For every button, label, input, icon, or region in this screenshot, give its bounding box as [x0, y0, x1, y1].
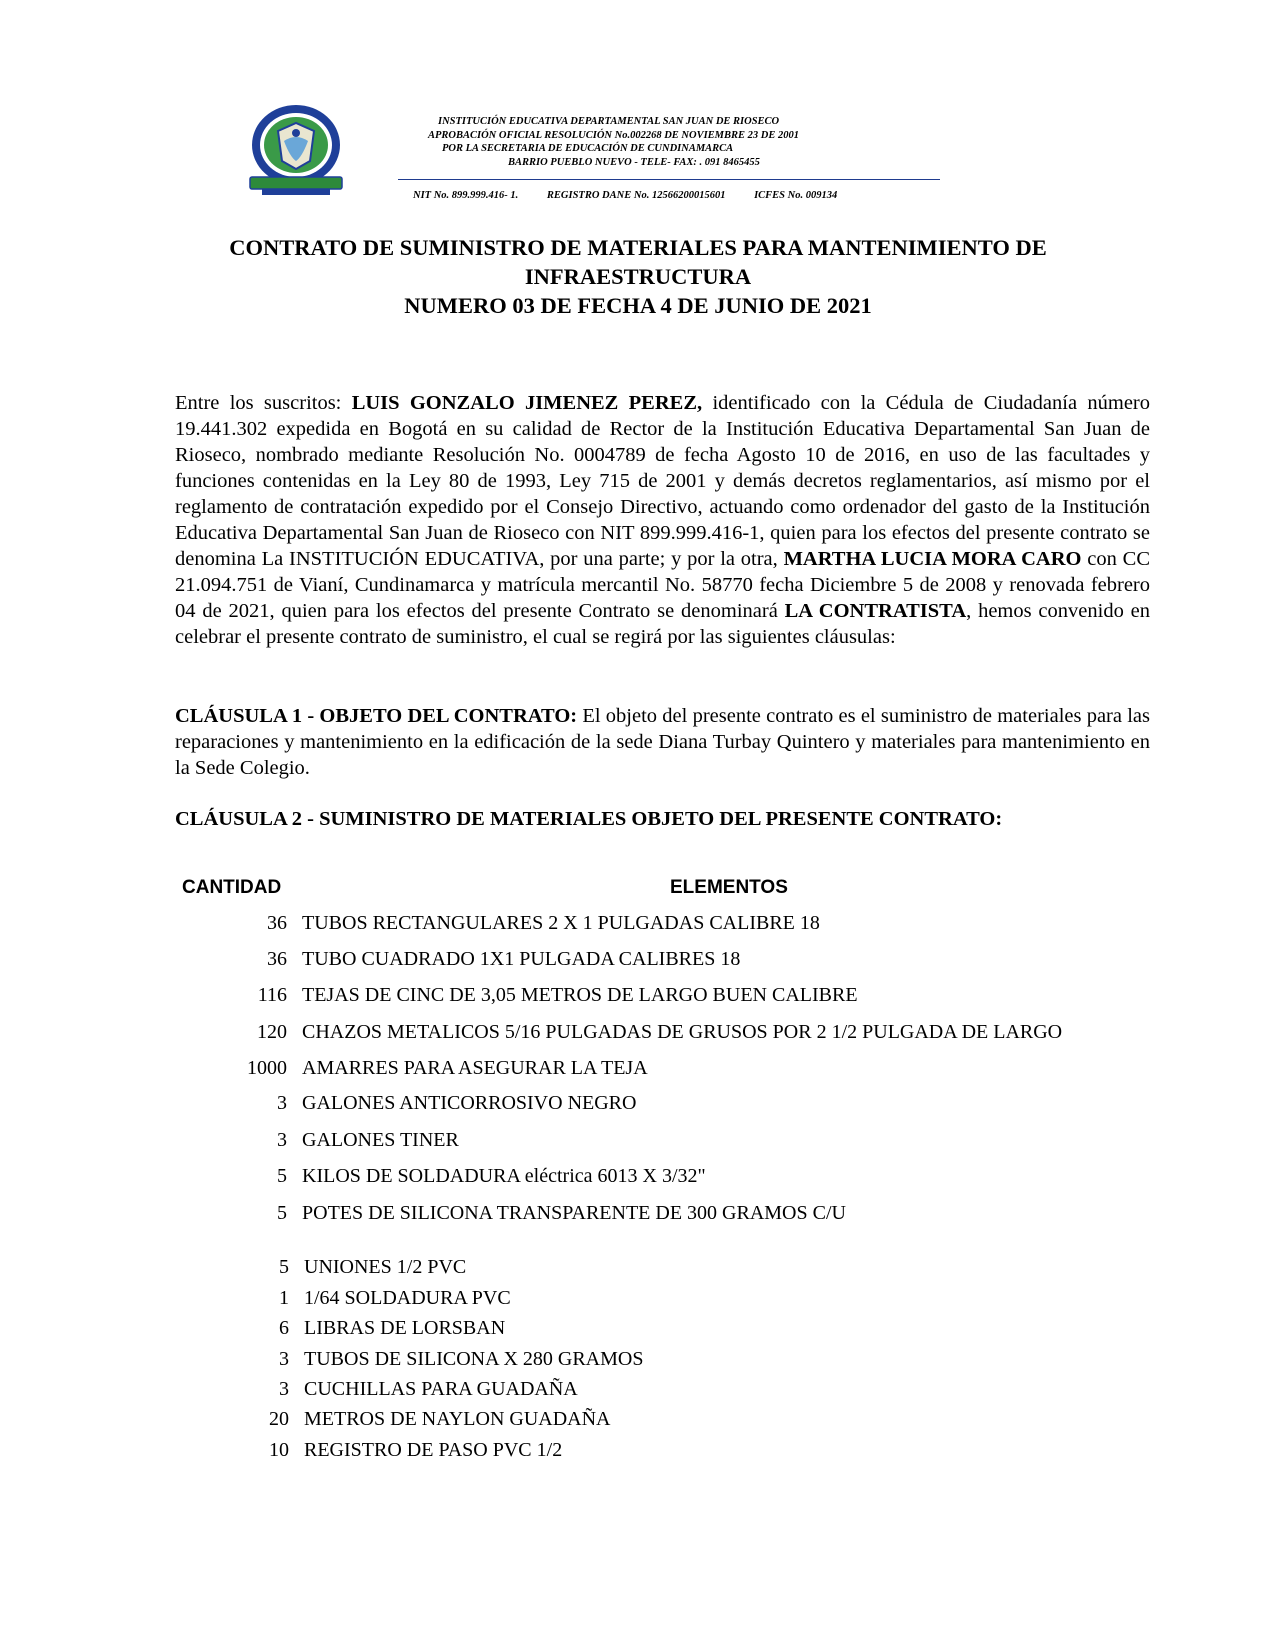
item-quantity: 5 — [277, 1165, 287, 1187]
header-address: BARRIO PUEBLO NUEVO - TELE- FAX: . 091 8465455 — [508, 156, 760, 168]
clause-1-heading: CLÁUSULA 1 - OBJETO DEL CONTRATO: — [175, 705, 578, 727]
item-description: LIBRAS DE LORSBAN — [304, 1317, 506, 1339]
item-description: POTES DE SILICONA TRANSPARENTE DE 300 GRAMOS C/U — [302, 1202, 846, 1224]
title-line-2: INFRAESTRUCTURA — [524, 264, 752, 289]
header-institution-name: INSTITUCIÓN EDUCATIVA DEPARTAMENTAL SAN JUAN DE RIOSECO — [438, 116, 780, 127]
item-quantity: 3 — [279, 1348, 289, 1370]
item-quantity: 1000 — [247, 1057, 287, 1079]
institution-header — [400, 115, 940, 169]
intro-text-2: identificado con la Cédula de Ciudadanía número 19.441.302 expedida en Bogotá en su calidad de Rector de la Institución Educativa Departamental San Juan de Rioseco, nombrado mediante Resolución No. 0004789 de fecha Agosto 10 de 2016, en uso de las facultades y funciones contenidas en la Ley 80 de 1993, Ley 715 de 2001 y demás decretos reglamentarios, así mismo por el reglamento de contratación expedido por el Consejo Directivo, actuando como ordenador del gasto de la Institución Educativa Departamental San Juan de Rioseco con NIT 899.999.416-1, quien para los efectos del presente contrato se denomina La INSTITUCIÓN EDUCATIVA, por una parte; y por la otra, — [175, 392, 1150, 570]
header-icfes: ICFES No. 009134 — [754, 190, 838, 201]
item-quantity: 5 — [279, 1256, 289, 1278]
header-dane: REGISTRO DANE No. 12566200015601 — [546, 190, 726, 201]
item-description: 1/64 SOLDADURA PVC — [304, 1287, 511, 1309]
item-quantity: 36 — [267, 912, 287, 934]
header-nit: NIT No. 899.999.416- 1. — [413, 190, 519, 201]
item-description: TEJAS DE CINC DE 3,05 METROS DE LARGO BUEN CALIBRE — [302, 984, 858, 1006]
item-quantity: 10 — [269, 1439, 289, 1461]
title-line-3: NUMERO 03 DE FECHA 4 DE JUNIO DE 2021 — [404, 293, 872, 318]
intro-text-4: , hemos convenido en celebrar el presente contrato de suministro, el cual se regirá por las siguientes cláusulas: — [175, 600, 1150, 648]
item-quantity: 5 — [277, 1202, 287, 1224]
title-line-1: CONTRATO DE SUMINISTRO DE MATERIALES PARA MANTENIMIENTO DE — [229, 235, 1047, 260]
item-quantity: 1 — [279, 1287, 289, 1309]
item-description: GALONES TINER — [302, 1129, 459, 1151]
item-description: GALONES ANTICORROSIVO NEGRO — [302, 1092, 637, 1114]
item-description: METROS DE NAYLON GUADAÑA — [304, 1408, 611, 1430]
item-quantity: 3 — [279, 1378, 289, 1400]
column-header-quantity: CANTIDAD — [182, 877, 282, 898]
item-description: TUBO CUADRADO 1X1 PULGADA CALIBRES 18 — [302, 948, 741, 970]
item-description: CHAZOS METALICOS 5/16 PULGADAS DE GRUSOS POR 2 1/2 PULGADA DE LARGO — [302, 1021, 1063, 1043]
header-approval: APROBACIÓN OFICIAL RESOLUCIÓN No.002268 DE NOVIEMBRE 23 DE 2001 — [428, 129, 799, 141]
intro-paragraph — [175, 390, 1150, 650]
header-divider — [398, 179, 940, 180]
item-description: AMARRES PARA ASEGURAR LA TEJA — [302, 1057, 648, 1079]
item-quantity: 116 — [257, 984, 287, 1006]
header-registry-line — [413, 190, 863, 201]
contractor-name: MARTHA LUCIA MORA CARO — [783, 548, 1082, 570]
item-quantity: 3 — [277, 1092, 287, 1114]
clause-2-heading: CLÁUSULA 2 - SUMINISTRO DE MATERIALES OBJETO DEL PRESENTE CONTRATO: — [175, 808, 1003, 830]
header-secretaria: POR LA SECRETARIA DE EDUCACIÓN DE CUNDINAMARCA — [442, 143, 734, 154]
item-description: KILOS DE SOLDADURA eléctrica 6013 X 3/32" — [302, 1165, 706, 1187]
item-description: UNIONES 1/2 PVC — [304, 1256, 467, 1278]
institution-logo — [244, 103, 348, 203]
clause-1 — [175, 703, 1150, 781]
item-quantity: 6 — [279, 1317, 289, 1339]
rector-name: LUIS GONZALO JIMENEZ PEREZ, — [351, 392, 703, 414]
item-description: CUCHILLAS PARA GUADAÑA — [304, 1378, 578, 1400]
item-description: REGISTRO DE PASO PVC 1/2 — [304, 1439, 563, 1461]
intro-text-1: Entre los suscritos: — [175, 392, 352, 414]
intro-text-3: con CC 21.094.751 de Vianí, Cundinamarca y matrícula mercantil No. 58770 fecha Diciembre 5 de 2008 y renovada febrero 04 de 2021, quien para los efectos del presente Contrato se denominará — [175, 548, 1151, 622]
clause-1-text: El objeto del presente contrato es el suministro de materiales para las reparaciones y mantenimiento en la edificación de la sede Diana Turbay Quintero y materiales para mantenimiento en la Sede Colegio. — [175, 705, 1150, 779]
item-quantity: 20 — [269, 1408, 289, 1430]
column-header-items: ELEMENTOS — [670, 877, 788, 898]
item-quantity: 36 — [267, 948, 287, 970]
item-quantity: 120 — [257, 1021, 287, 1043]
item-description: TUBOS DE SILICONA X 280 GRAMOS — [304, 1348, 644, 1370]
contractor-label: LA CONTRATISTA — [784, 600, 967, 622]
document-title — [160, 233, 1116, 320]
item-quantity: 3 — [277, 1129, 287, 1151]
item-description: TUBOS RECTANGULARES 2 X 1 PULGADAS CALIBRE 18 — [302, 912, 820, 934]
